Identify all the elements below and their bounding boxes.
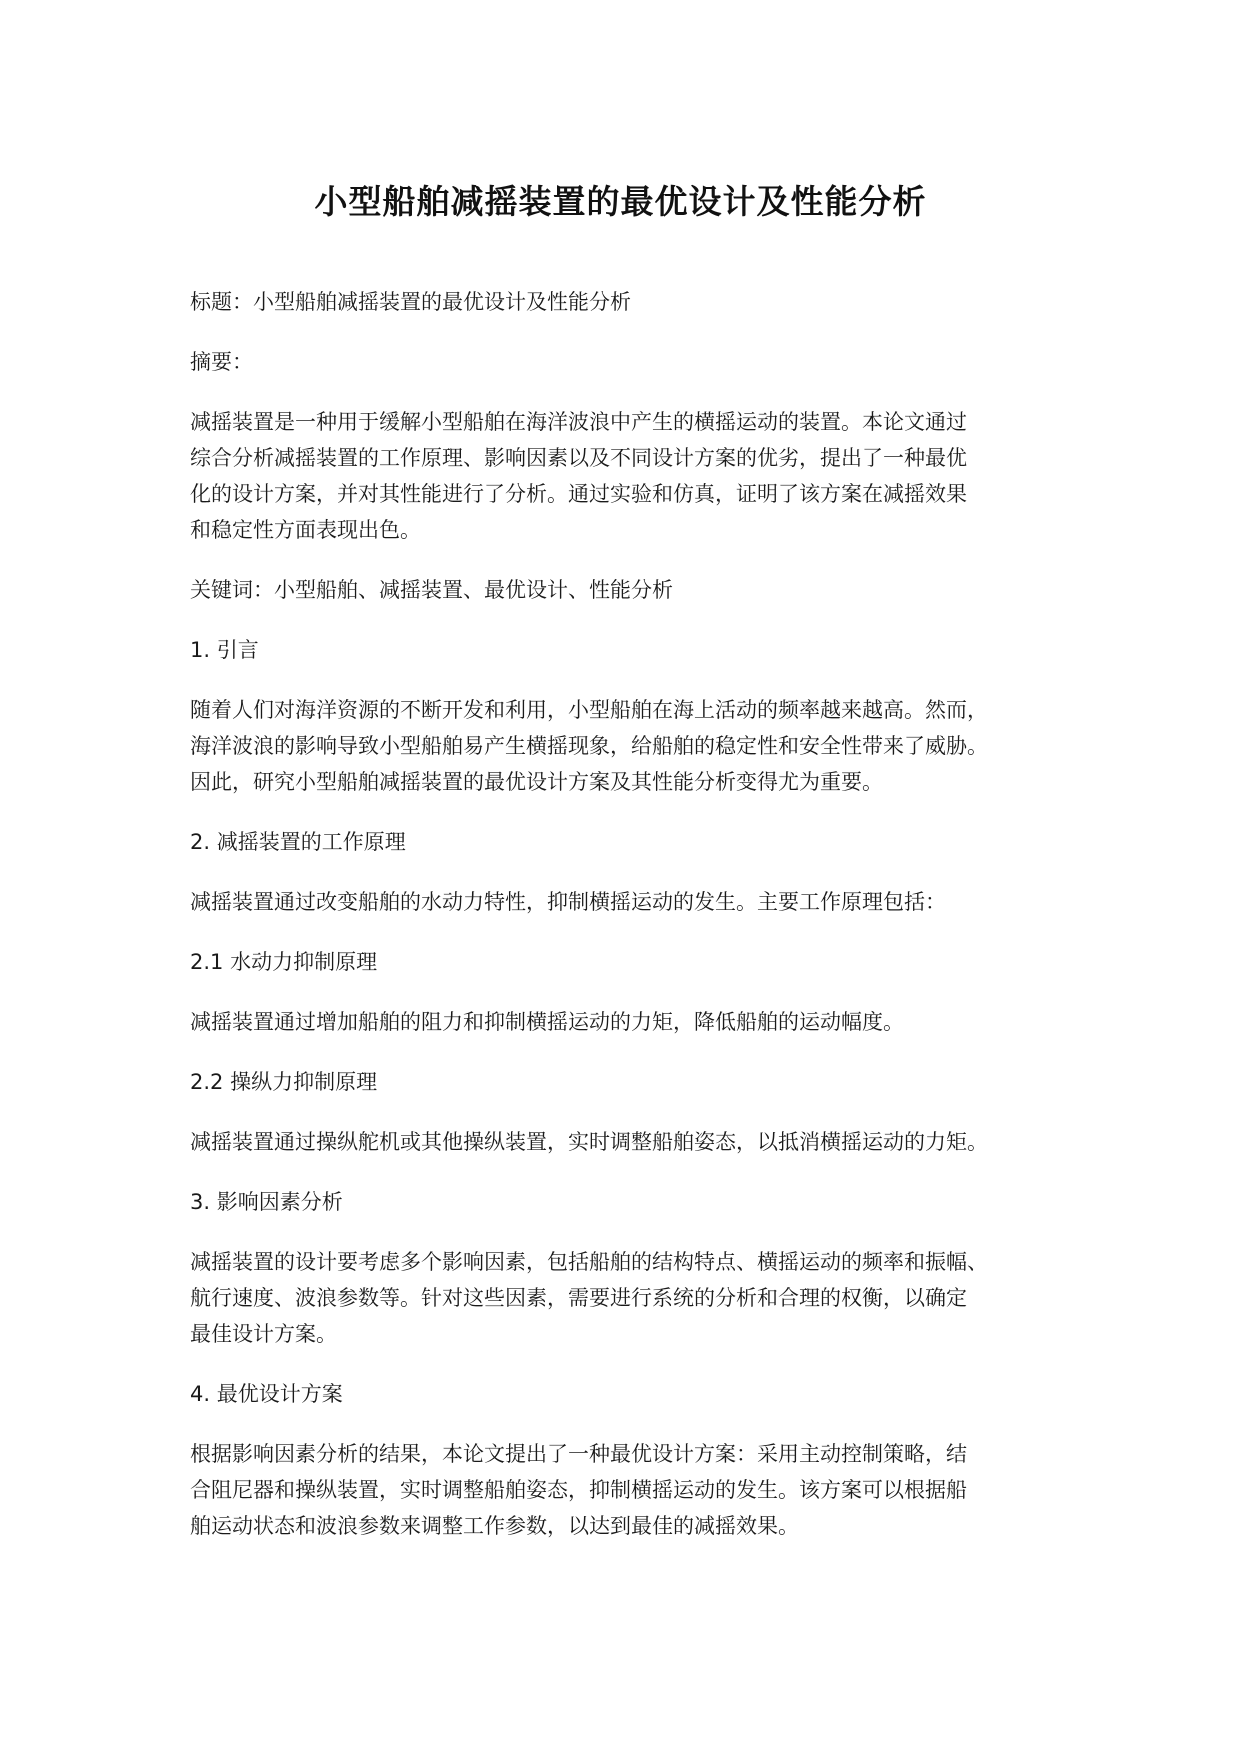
text-line: 海洋波浪的影响导致小型船舶易产生横摇现象，给船舶的稳定性和安全性带来了威胁。 bbox=[190, 734, 988, 758]
paragraph bbox=[190, 884, 1070, 920]
text-line: 2.1 水动力抑制原理 bbox=[190, 950, 378, 974]
text-line: 根据影响因素分析的结果，本论文提出了一种最优设计方案：采用主动控制策略，结 bbox=[190, 1442, 967, 1466]
document-body bbox=[190, 284, 1070, 1568]
section-heading bbox=[190, 632, 1070, 668]
text-line: 4. 最优设计方案 bbox=[190, 1382, 343, 1406]
keywords-line bbox=[190, 572, 1070, 608]
paragraph bbox=[190, 1436, 1070, 1544]
paragraph bbox=[190, 1004, 1070, 1040]
text-line: 因此，研究小型船舶减摇装置的最优设计方案及其性能分析变得尤为重要。 bbox=[190, 770, 883, 794]
text-line: 2.2 操纵力抑制原理 bbox=[190, 1070, 378, 1094]
subsection-heading bbox=[190, 944, 1070, 980]
text-line: 关键词：小型船舶、减摇装置、最优设计、性能分析 bbox=[190, 578, 673, 602]
text-line: 航行速度、波浪参数等。针对这些因素，需要进行系统的分析和合理的权衡，以确定 bbox=[190, 1286, 967, 1310]
text-line: 综合分析减摇装置的工作原理、影响因素以及不同设计方案的优劣，提出了一种最优 bbox=[190, 446, 967, 470]
title-line bbox=[190, 284, 1070, 320]
text-line: 减摇装置通过改变船舶的水动力特性，抑制横摇运动的发生。主要工作原理包括： bbox=[190, 890, 946, 914]
text-line: 合阻尼器和操纵装置，实时调整船舶姿态，抑制横摇运动的发生。该方案可以根据船 bbox=[190, 1478, 967, 1502]
text-line: 最佳设计方案。 bbox=[190, 1322, 337, 1346]
paragraph bbox=[190, 1244, 1070, 1352]
text-line: 减摇装置的设计要考虑多个影响因素，包括船舶的结构特点、横摇运动的频率和振幅、 bbox=[190, 1250, 988, 1274]
text-line: 和稳定性方面表现出色。 bbox=[190, 518, 421, 542]
abstract-paragraph bbox=[190, 404, 1070, 548]
text-line: 标题：小型船舶减摇装置的最优设计及性能分析 bbox=[190, 290, 631, 314]
subsection-heading bbox=[190, 1064, 1070, 1100]
text-line: 2. 减摇装置的工作原理 bbox=[190, 830, 406, 854]
text-line: 1. 引言 bbox=[190, 638, 259, 662]
abstract-label bbox=[190, 344, 1070, 380]
text-line: 减摇装置通过操纵舵机或其他操纵装置，实时调整船舶姿态，以抵消横摇运动的力矩。 bbox=[190, 1130, 988, 1154]
section-heading bbox=[190, 1376, 1070, 1412]
text-line: 随着人们对海洋资源的不断开发和利用，小型船舶在海上活动的频率越来越高。然而， bbox=[190, 698, 988, 722]
text-line: 舶运动状态和波浪参数来调整工作参数，以达到最佳的减摇效果。 bbox=[190, 1514, 799, 1538]
text-line: 3. 影响因素分析 bbox=[190, 1190, 343, 1214]
intro-paragraph bbox=[190, 692, 1070, 800]
text-line: 减摇装置是一种用于缓解小型船舶在海洋波浪中产生的横摇运动的装置。本论文通过 bbox=[190, 410, 967, 434]
text-line: 化的设计方案，并对其性能进行了分析。通过实验和仿真，证明了该方案在减摇效果 bbox=[190, 482, 967, 506]
paragraph bbox=[190, 1124, 1070, 1160]
text-line: 减摇装置通过增加船舶的阻力和抑制横摇运动的力矩，降低船舶的运动幅度。 bbox=[190, 1010, 904, 1034]
section-heading bbox=[190, 824, 1070, 860]
page-title: 小型船舶减摇装置的最优设计及性能分析 bbox=[314, 182, 927, 221]
text-line: 摘要： bbox=[190, 350, 253, 374]
section-heading bbox=[190, 1184, 1070, 1220]
